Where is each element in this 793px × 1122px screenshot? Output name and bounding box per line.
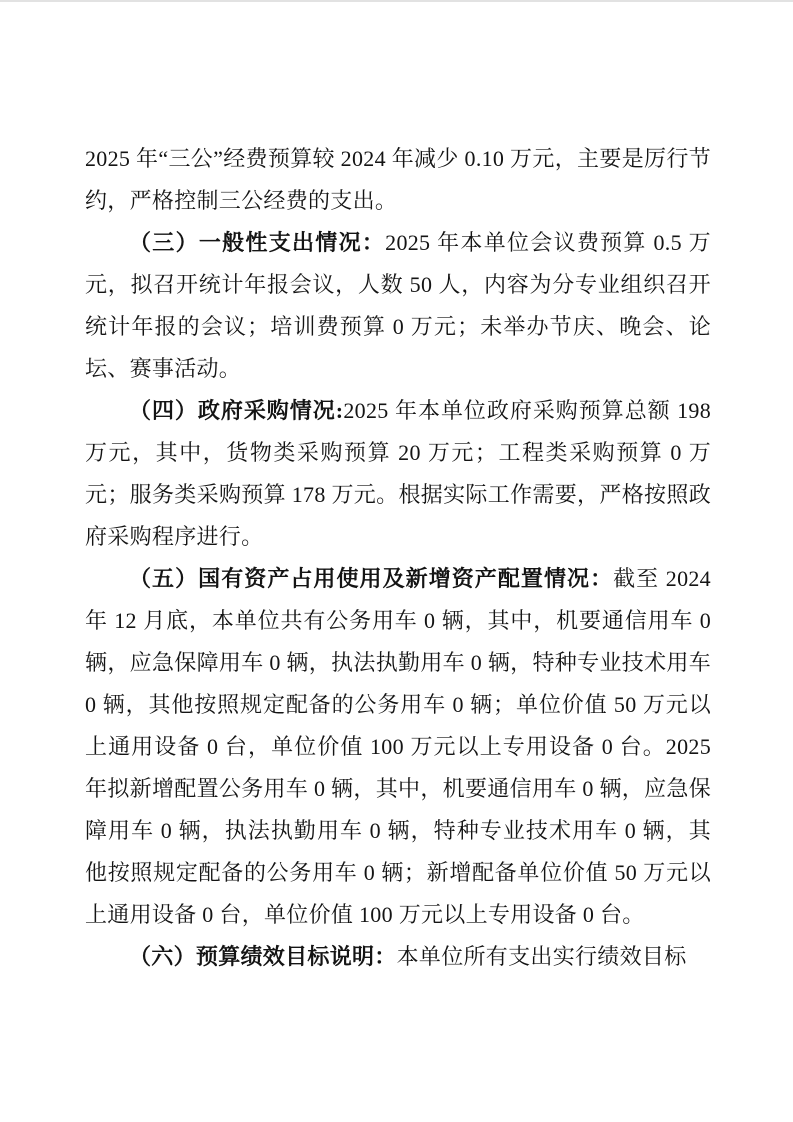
paragraph-section-6-performance-targets (85, 936, 711, 978)
paragraph-section-4-government-procurement (85, 390, 711, 558)
paragraph-section-3-general-expenditure (85, 222, 711, 390)
paragraph-text: 2025 年本单位会议费预算 0.5 万元，拟召开统计年报会议，人数 50 人，内容为分专业组织召开统计年报的会议；培训费预算 0 万元；未举办节庆、晚会、论坛、赛事活动。 (85, 230, 711, 381)
document-content (85, 138, 711, 978)
paragraph-text: 截至 2024 年 12 月底，本单位共有公务用车 0 辆，其中，机要通信用车 0 辆，应急保障用车 0 辆，执法执勤用车 0 辆，特种专业技术用车 0 辆，其他按照规定配备的公务用车 0 辆；单位价值 50 万元以上通用设备 0 台，单位价值 100 万元以上专用设备 0 台。2025 年拟新增配置公务用车 0 辆，其中，机要通信用车 0 辆，应急保障用车 0 辆，执法执勤用车 0 辆，特种专业技术用车 0 辆，其他按照规定配备的公务用车 0 辆；新增配备单位价值 50 万元以上通用设备 0 台，单位价值 100 万元以上专用设备 0 台。 (85, 566, 711, 927)
section-heading: （四）政府采购情况: (129, 398, 344, 423)
paragraph-text: 本单位所有支出实行绩效目标 (396, 944, 687, 969)
section-heading: （三）一般性支出情况： (129, 230, 386, 255)
paragraph-continuation (85, 138, 711, 222)
section-heading: （六）预算绩效目标说明： (129, 944, 397, 969)
paragraph-section-5-state-assets (85, 558, 711, 936)
paragraph-text: 2025 年本单位政府采购预算总额 198 万元，其中，货物类采购预算 20 万元；工程类采购预算 0 万元；服务类采购预算 178 万元。根据实际工作需要，严格按照政府采购程序进行。 (85, 398, 711, 549)
section-heading: （五）国有资产占用使用及新增资产配置情况： (129, 566, 614, 591)
paragraph-text: 2025 年“三公”经费预算较 2024 年减少 0.10 万元，主要是厉行节约，严格控制三公经费的支出。 (85, 146, 711, 213)
